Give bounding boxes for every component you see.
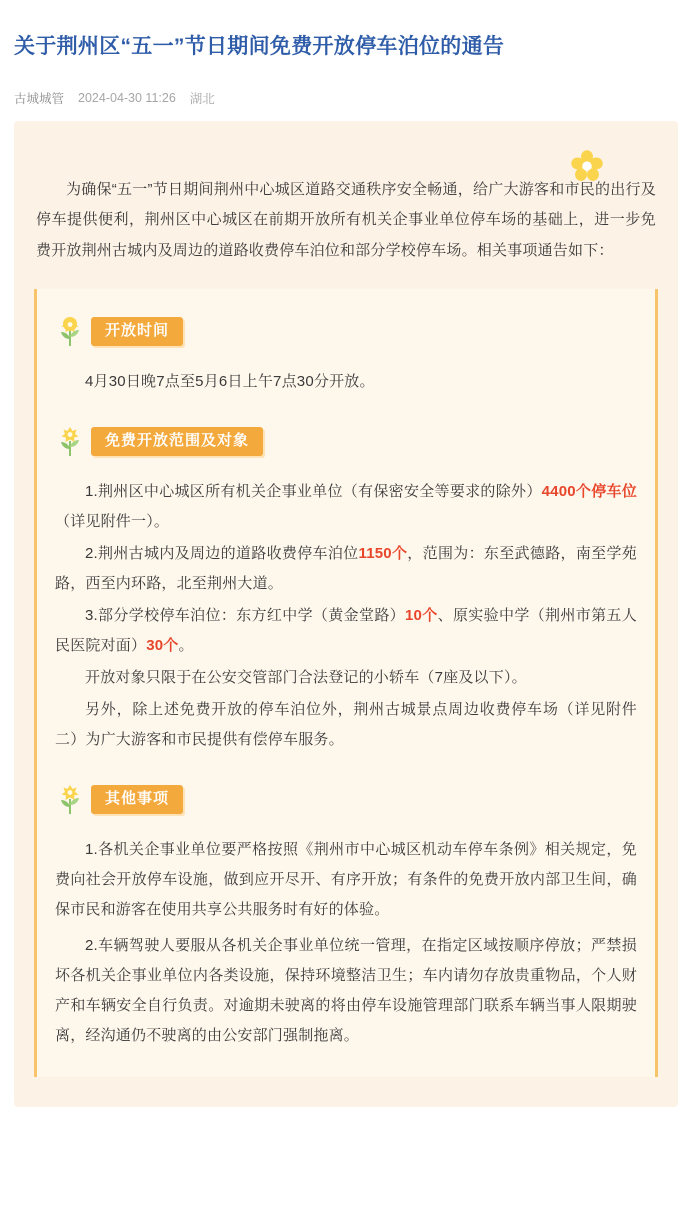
notice-card (34, 289, 658, 1077)
article-body (14, 121, 678, 1107)
tulip-icon (57, 315, 83, 349)
article-page (0, 14, 692, 1205)
section-paragraph: 另外，除上述免费开放的停车泊位外，荆州古城景点周边收费停车场（详见附件二）为广大游客和市民提供有偿停车服务。 (55, 700, 637, 748)
highlight-value: 30个 (146, 636, 179, 654)
highlight-value: 10个 (405, 606, 438, 624)
section-header-other-matters (57, 783, 641, 817)
section-paragraph (55, 477, 637, 537)
paragraph-text: 1.荆州区中心城区所有机关企事业单位（有保密安全等要求的除外） (85, 482, 542, 500)
paragraph-text: 。 (178, 636, 194, 654)
section-paragraph (55, 601, 637, 661)
meta-source: 古城城管 (14, 91, 65, 106)
section-header-free-scope (57, 425, 641, 459)
tulip-icon (57, 425, 83, 459)
paragraph-text: ，范围为：东至武德路，南至学苑路，西至内环路，北至荆州大道。 (55, 544, 637, 592)
page-title: 关于荆州区“五一”节日期间免费开放停车泊位的通告 (14, 35, 505, 59)
section-paragraph: 2.车辆驾驶人要服从各机关企事业单位统一管理，在指定区域按顺序停放；严禁损坏各机关企事业单位内各类设施，保持环境整洁卫生；车内请勿存放贵重物品，个人财产和车辆安全自行负责。对逾期未驶离的将由停车设施管理部门联系车辆当事人限期驶离，经沟通仍不驶离的由公安部门强制拖离。 (55, 936, 637, 1044)
section-paragraph: 1.各机关企事业单位要严格按照《荆州市中心城区机动车停车条例》相关规定，免费向社会开放停车设施，做到应开尽开、有序开放；有条件的免费开放内部卫生间，确保市民和游客在使用共享公共服务时有好的体验。 (55, 840, 637, 918)
section-badge: 免费开放范围及对象 (91, 427, 263, 456)
flower-decoration-icon (570, 149, 604, 183)
section-header-opening-time (57, 315, 641, 349)
meta-time: 2024-04-30 11:26 (78, 90, 176, 105)
highlight-value: 1150个 (358, 544, 408, 562)
section-paragraph: 开放对象只限于在公安交管部门合法登记的小轿车（7座及以下）。 (85, 668, 527, 686)
section-badge: 开放时间 (91, 317, 183, 346)
paragraph-text: 3.部分学校停车泊位：东方红中学（黄金堂路） (85, 606, 406, 624)
section-badge: 其他事项 (91, 785, 183, 814)
highlight-value: 4400个停车位 (541, 482, 637, 500)
paragraph-text: 、原实验中学（荆州市第五人民医院对面） (55, 606, 637, 654)
meta-location: 湖北 (189, 91, 215, 106)
paragraph-text: （详见附件一）。 (55, 512, 170, 530)
lead-paragraph: 为确保“五一”节日期间荆州中心城区道路交通秩序安全畅通，给广大游客和市民的出行及停车提供便利，荆州区中心城区在前期开放所有机关企事业单位停车场的基础上，进一步免费开放荆州古城内及周边的道路收费停车泊位和部分学校停车场。相关事项通告如下： (36, 180, 656, 260)
paragraph-text: 2.荆州古城内及周边的道路收费停车泊位 (85, 544, 359, 562)
tulip-icon (57, 783, 83, 817)
section-paragraph: 4月30日晚7点至5月6日上午7点30分开放。 (85, 372, 375, 390)
article-meta (0, 77, 692, 121)
section-paragraph (55, 539, 637, 599)
